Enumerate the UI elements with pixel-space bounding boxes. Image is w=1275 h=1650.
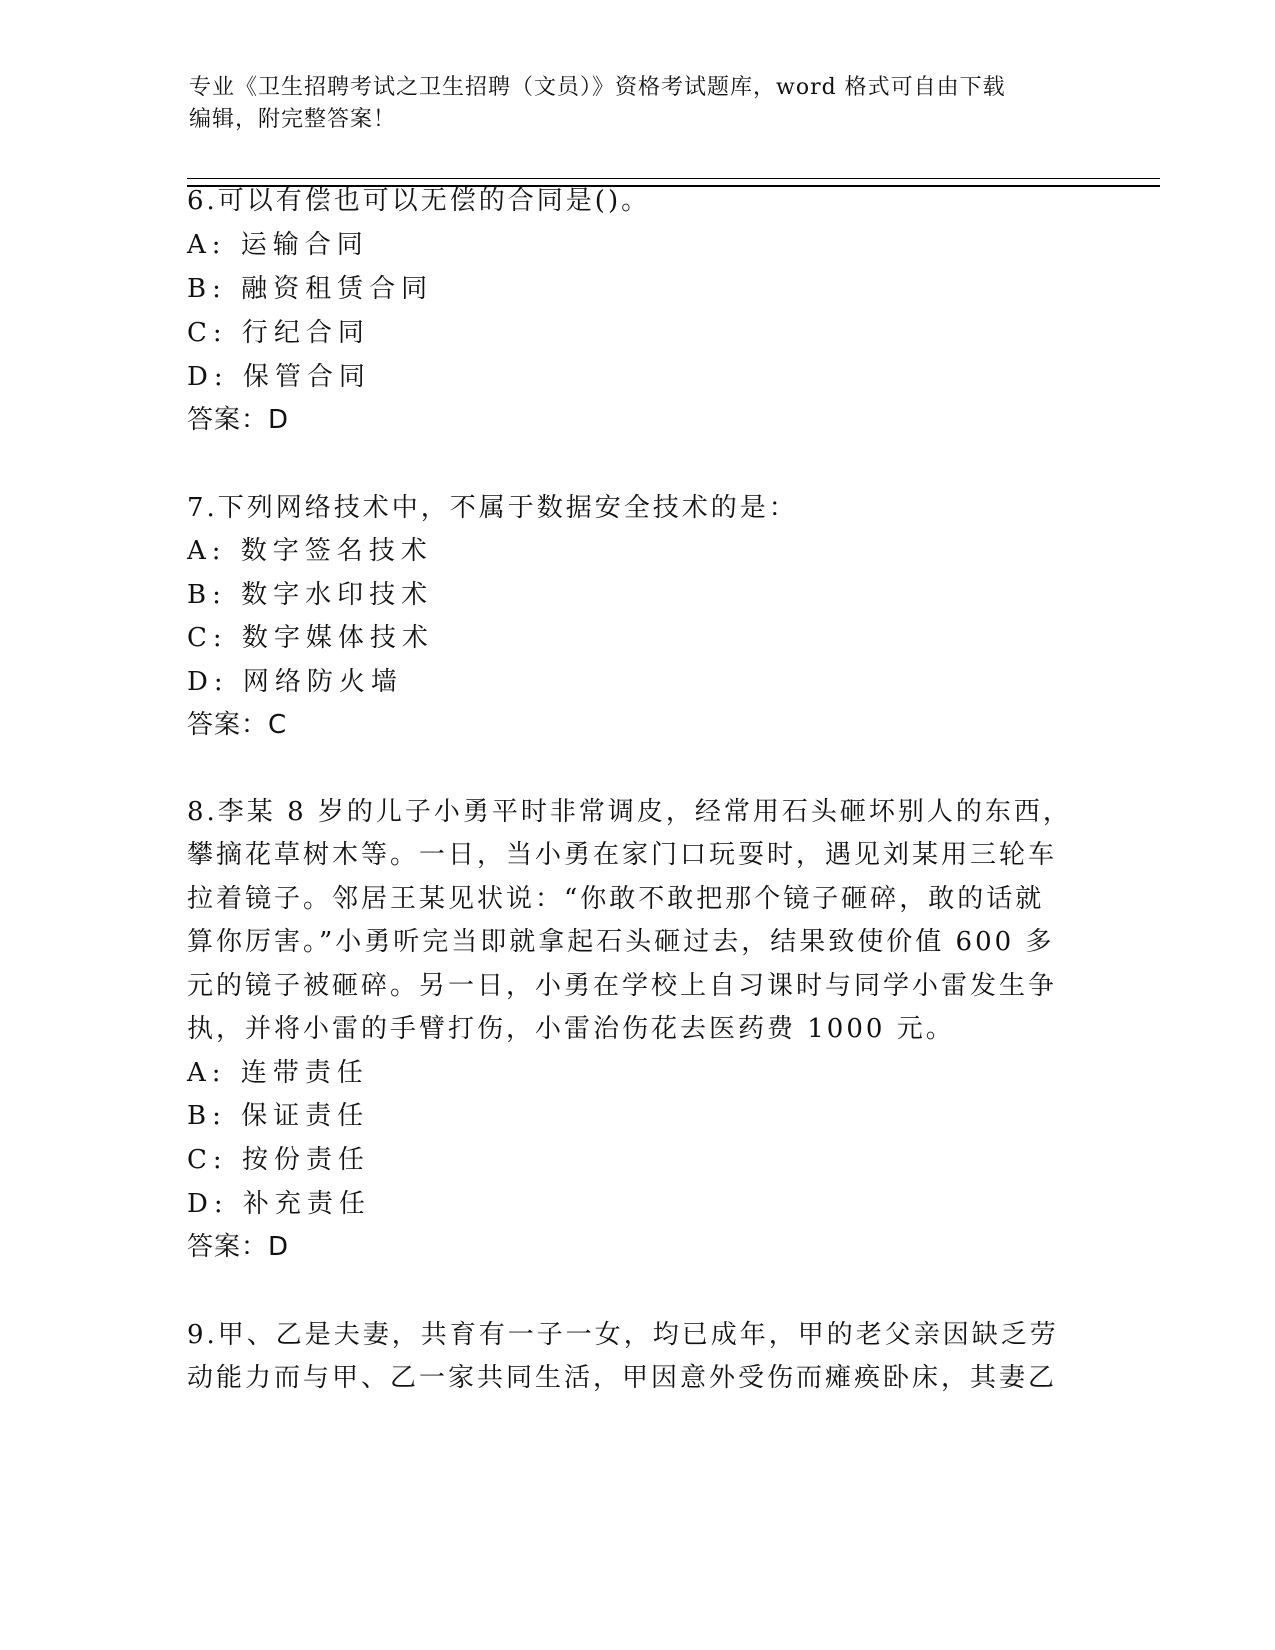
question-6-option-b: B: 融资租赁合同 [187,274,434,304]
question-8-option-b: B: 保证责任 [187,1101,370,1131]
question-7-option-b: B: 数字水印技术 [187,580,434,610]
question-7-answer: 答案：C [187,710,288,740]
question-6-stem: 6.可以有偿也可以无偿的合同是()。 [187,186,651,216]
question-7-option-a: A: 数字签名技术 [187,536,433,566]
question-7-option-c: C: 数字媒体技术 [187,623,434,653]
question-8-stem-line-2: 攀摘花草树木等。一日，当小勇在家门口玩耍时，遇见刘某用三轮车 [187,840,1058,870]
question-9-stem-line-2: 动能力而与甲、乙一家共同生活，甲因意外受伤而瘫痪卧床，其妻乙 [187,1363,1058,1393]
question-7-option-d: D: 网络防火墙 [187,667,403,697]
question-8-stem-line-5: 元的镜子被砸碎。另一日，小勇在学校上自习课时与同学小雷发生争 [187,971,1058,1001]
question-6-answer: 答案：D [187,405,290,435]
header-line-1: 专业《卫生招聘考试之卫生招聘（文员）》资格考试题库，word 格式可自由下载 [189,75,1006,100]
question-6-option-d: D: 保管合同 [187,362,371,392]
question-8-stem-line-4: 算你厉害。”小勇听完当即就拿起石头砸过去，结果致使价值 600 多 [187,927,1055,957]
question-6-option-c: C: 行纪合同 [187,318,370,348]
question-8-option-a: A: 连带责任 [187,1058,369,1088]
question-8-option-c: C: 按份责任 [187,1145,370,1175]
question-9-stem-line-1: 9.甲、乙是夫妻，共育有一子一女，均已成年，甲的老父亲因缺乏劳 [187,1320,1059,1350]
document-header [189,72,1089,136]
header-line-2: 编辑，附完整答案！ [189,107,397,132]
question-6-option-a: A: 运输合同 [187,230,369,260]
question-8-stem-line-6: 执，并将小雷的手臂打伤，小雷治伤花去医药费 1000 元。 [187,1014,955,1044]
question-8-stem-line-3: 拉着镜子。邻居王某见状说：“你敢不敢把那个镜子砸碎，敢的话就 [187,884,1045,914]
question-7-stem: 7.下列网络技术中，不属于数据安全技术的是： [187,493,798,523]
question-8-answer: 答案：D [187,1232,290,1262]
question-8-option-d: D: 补充责任 [187,1189,371,1219]
question-8-stem-line-1: 8.李某 8 岁的儿子小勇平时非常调皮，经常用石头砸坏别人的东西， [187,797,1072,827]
